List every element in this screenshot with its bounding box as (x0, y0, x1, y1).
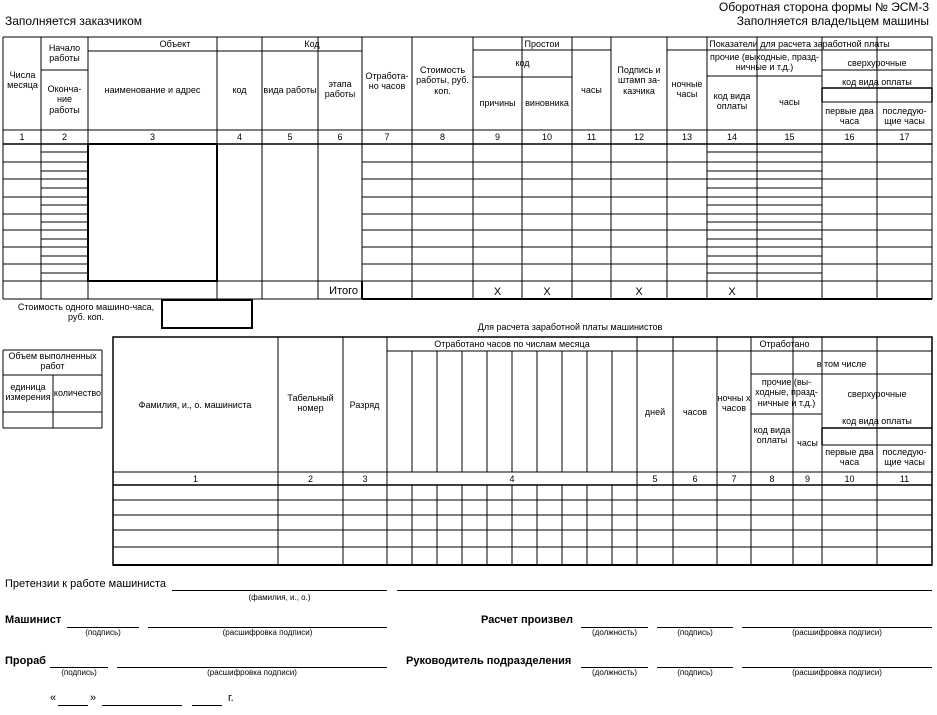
t2-days: дней (644, 407, 666, 417)
decode-hint: (расшифровка подписи) (207, 668, 297, 677)
column-number: 2 (307, 474, 313, 484)
column-number: 4 (236, 132, 242, 142)
col-object: Объект (159, 39, 191, 49)
column-number: 3 (362, 474, 368, 484)
t2-ot-next: последую- щие часы (882, 447, 927, 468)
calc-label: Расчет произвел (481, 614, 573, 626)
col-object-code: код (232, 85, 247, 95)
t2-name: Фамилия, и., о. машиниста (138, 400, 252, 410)
col-code-work: вида работы (263, 85, 317, 95)
position-hint: (должность) (592, 668, 637, 677)
t2-ot-code: код вида оплаты (842, 416, 912, 426)
col-object-name: наименование и адрес (104, 85, 201, 95)
col-code: Код (304, 39, 320, 49)
col-start: Начало работы (48, 43, 81, 64)
sign-hint: (подпись) (61, 668, 97, 677)
t2-other-code: код вида оплаты (753, 425, 791, 446)
total-label: Итого (329, 285, 358, 297)
column-number: 8 (769, 474, 775, 484)
col-other: прочие (выходные, празд- ничные и т.д.) (709, 52, 820, 73)
cost-hour-field[interactable] (161, 299, 253, 329)
date-day-line[interactable] (58, 705, 88, 706)
column-number: 9 (494, 132, 500, 142)
col-salary: Показатели для расчета заработной платы (709, 39, 890, 49)
column-number: 11 (899, 474, 910, 484)
column-number: 6 (337, 132, 343, 142)
claims-line-2[interactable] (397, 590, 932, 591)
decode-hint: (расшифровка подписи) (222, 628, 313, 637)
column-number: 17 (899, 132, 910, 142)
col-signature: Подпись и штамп за- казчика (617, 65, 661, 96)
col-code-stage: этапа работы (324, 79, 356, 100)
date-open: « (50, 692, 57, 704)
machinist-label: Машинист (5, 614, 62, 626)
foreman-label: Прораб (5, 655, 46, 667)
t2-worked: Отработано (759, 339, 810, 349)
volume-title: Объем выполненных работ (8, 351, 97, 372)
year-label: г. (228, 692, 234, 704)
column-number: 9 (804, 474, 810, 484)
column-number: 1 (192, 474, 198, 484)
column-number: 10 (844, 474, 855, 484)
sign-hint: (подпись) (85, 628, 121, 637)
col-day: Числа месяца (7, 70, 38, 91)
x-mark: X (728, 286, 736, 298)
form-name: Оборотная сторона формы № ЭСМ-3 (718, 0, 929, 14)
column-number: 14 (726, 132, 737, 142)
cost-hour-label: Стоимость одного машино-часа, руб. коп. (17, 302, 155, 323)
claims-line[interactable] (172, 590, 387, 591)
date-year-line[interactable] (192, 705, 222, 706)
t2-grade: Разряд (349, 400, 380, 410)
t2-by-days: Отработано часов по числам месяца (434, 339, 590, 349)
x-mark: X (543, 286, 551, 298)
col-worked: Отработа- но часов (365, 71, 409, 92)
col-overtime: сверхурочные (847, 58, 907, 68)
col-dt-hours: часы (581, 85, 602, 95)
column-number: 11 (586, 132, 597, 142)
column-number: 10 (541, 132, 552, 142)
grid-box (88, 144, 217, 281)
x-mark: X (635, 286, 643, 298)
column-number: 13 (681, 132, 692, 142)
column-number: 5 (287, 132, 293, 142)
column-number: 7 (384, 132, 390, 142)
t2-night: ночны х часов (717, 393, 751, 414)
col-end: Оконча- ние работы (47, 84, 82, 115)
column-number: 2 (61, 132, 67, 142)
owner-title: Заполняется владельцем машины (736, 14, 929, 28)
t2-other: прочие (вы- ходные, празд- ничные и т.д.) (755, 377, 818, 408)
decode-hint: (расшифровка подписи) (792, 628, 882, 637)
col-ot-code: код вида оплаты (842, 77, 912, 87)
volume-unit: единица измерения (5, 382, 51, 403)
col-ot-first: первые два часа (825, 106, 874, 127)
claims-label: Претензии к работе машиниста (5, 578, 167, 590)
customer-title: Заполняется заказчиком (5, 14, 143, 28)
t2-other-hours: часы (797, 438, 818, 448)
col-other-code: код вида оплаты (713, 91, 751, 112)
column-number: 1 (19, 132, 25, 142)
table2-title: Для расчета заработной платы машинистов (477, 322, 663, 332)
col-dt-code: код (515, 58, 530, 68)
column-number: 12 (633, 132, 644, 142)
column-number: 4 (509, 474, 515, 484)
decode-hint: (расшифровка подписи) (792, 668, 882, 677)
col-downtime: Простои (524, 39, 560, 49)
col-night: ночные часы (671, 79, 703, 100)
head-label: Руководитель подразделения (406, 655, 572, 667)
date-close: » (90, 692, 97, 704)
col-ot-next: последую- щие часы (882, 106, 927, 127)
col-dt-reason: причины (479, 98, 516, 108)
t2-hours: часов (682, 407, 708, 417)
t2-ot-first: первые два часа (825, 447, 874, 468)
col-cost: Стоимость работы, руб. коп. (416, 65, 469, 96)
x-mark: X (493, 286, 502, 298)
t2-overtime: сверхурочные (847, 389, 907, 399)
sign-hint: (подпись) (677, 628, 713, 637)
column-number: 6 (692, 474, 698, 484)
column-number: 16 (844, 132, 855, 142)
column-number: 15 (784, 132, 795, 142)
t2-tab: Табельный номер (287, 393, 334, 414)
col-other-hours: часы (779, 97, 800, 107)
column-number: 8 (439, 132, 445, 142)
position-hint: (должность) (592, 628, 637, 637)
column-number: 5 (652, 474, 658, 484)
column-number: 7 (731, 474, 737, 484)
column-number: 3 (149, 132, 155, 142)
fio-hint: (фамилия, и., о.) (248, 593, 311, 602)
sign-hint: (подпись) (677, 668, 713, 677)
grid-box (113, 337, 932, 565)
col-dt-culprit: виновника (525, 98, 569, 108)
t2-incl: в том числе (816, 359, 867, 369)
volume-qty: количество (53, 388, 102, 398)
date-month-line[interactable] (102, 705, 182, 706)
